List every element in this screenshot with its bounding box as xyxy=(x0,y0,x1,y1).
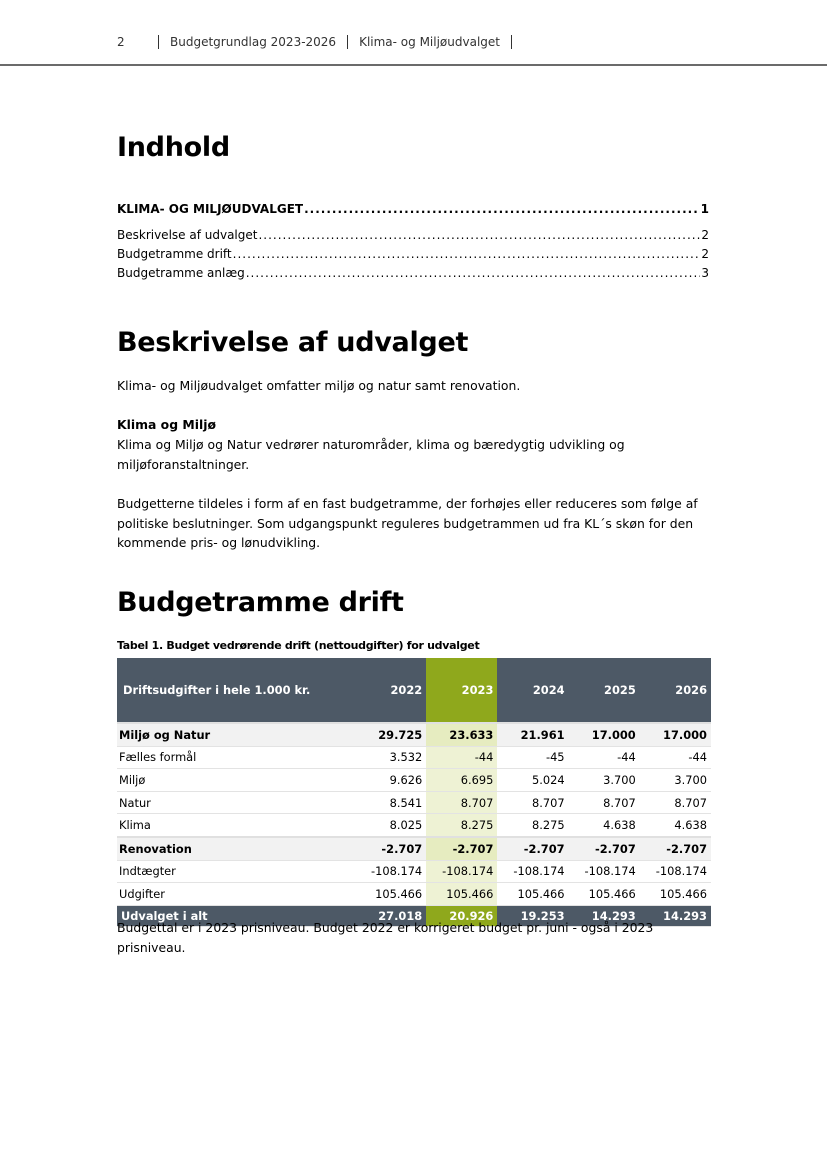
cell: 19.253 xyxy=(497,905,568,926)
table-caption: Tabel 1. Budget vedrørende drift (nettoudgifter) for udvalget xyxy=(117,639,480,652)
document-title: Budgetgrundlag 2023-2026 xyxy=(170,35,337,49)
cell: 4.638 xyxy=(569,814,640,837)
toc-entry[interactable] xyxy=(117,228,709,247)
cell: 105.466 xyxy=(426,883,497,906)
cell: 6.695 xyxy=(426,769,497,792)
section-title: Klima- og Miljøudvalget xyxy=(359,35,500,49)
cell: 8.275 xyxy=(426,814,497,837)
cell: 20.926 xyxy=(426,905,497,926)
section-heading-description: Beskrivelse af udvalget xyxy=(117,327,469,358)
row-label: Renovation xyxy=(117,837,355,860)
table-row xyxy=(117,746,711,769)
cell: -2.707 xyxy=(497,837,568,860)
cell: 9.626 xyxy=(355,769,426,792)
cell: -108.174 xyxy=(569,860,640,883)
cell: 27.018 xyxy=(355,905,426,926)
cell: 105.466 xyxy=(355,883,426,906)
cell: 105.466 xyxy=(640,883,711,906)
toc-leader-dots xyxy=(246,266,701,280)
table-row xyxy=(117,883,711,906)
cell: 4.638 xyxy=(640,814,711,837)
table-note: Budgettal er i 2023 prisniveau. Budget 2022 er korrigeret budget pr. juni - også i 2023 prisniveau. xyxy=(117,920,654,955)
cell: 3.532 xyxy=(355,746,426,769)
header-separator xyxy=(158,35,159,49)
cell: 8.275 xyxy=(497,814,568,837)
cell: -108.174 xyxy=(426,860,497,883)
cell: -108.174 xyxy=(355,860,426,883)
table-row-group xyxy=(117,723,711,746)
toc-leader-dots xyxy=(304,202,700,216)
cell: 21.961 xyxy=(497,723,568,746)
row-label: Klima xyxy=(117,814,355,837)
page-number: 2 xyxy=(117,35,125,49)
toc-leader-dots xyxy=(233,247,701,261)
table-row xyxy=(117,791,711,814)
cell: -2.707 xyxy=(569,837,640,860)
toc-entry-label: Budgetramme anlæg xyxy=(117,266,245,280)
column-header: 2024 xyxy=(497,658,568,723)
toc-entry[interactable] xyxy=(117,247,709,266)
column-header: 2026 xyxy=(640,658,711,723)
cell: 8.025 xyxy=(355,814,426,837)
header-separator xyxy=(347,35,348,49)
row-label: Miljø xyxy=(117,769,355,792)
cell: 14.293 xyxy=(640,905,711,926)
row-label: Udvalget i alt xyxy=(117,905,355,926)
toc-entry-label: Budgetramme drift xyxy=(117,247,232,261)
cell: -2.707 xyxy=(426,837,497,860)
description-intro: Klima- og Miljøudvalget omfatter miljø og natur samt renovation. xyxy=(117,378,521,393)
subheading-klima-miljo: Klima og Miljø xyxy=(117,417,216,432)
column-header-highlighted: 2023 xyxy=(426,658,497,723)
toc-entry[interactable] xyxy=(117,266,709,285)
table-row xyxy=(117,860,711,883)
toc-entry-label: KLIMA- OG MILJØUDVALGET xyxy=(117,202,304,216)
klima-miljo-text: Klima og Miljø og Natur vedrører naturområder, klima og bæredygtig udvikling og miljøforanstaltninger. xyxy=(117,437,625,472)
row-label: Udgifter xyxy=(117,883,355,906)
row-label: Miljø og Natur xyxy=(117,723,355,746)
table-row-group xyxy=(117,837,711,860)
column-header: Driftsudgifter i hele 1.000 kr. xyxy=(117,658,355,723)
table-header-row xyxy=(117,658,711,723)
cell: 17.000 xyxy=(569,723,640,746)
table-of-contents xyxy=(117,202,709,285)
cell: 8.707 xyxy=(640,791,711,814)
row-label: Fælles formål xyxy=(117,746,355,769)
budget-principle-text: Budgetterne tildeles i form af en fast budgetramme, der forhøjes eller reduceres som følge af politiske beslutninger. Som udgangspunkt reguleres budgetrammen ud fra KL´s skøn for den kommende pris- og lønudvikling. xyxy=(117,496,698,550)
toc-entry-label: Beskrivelse af udvalget xyxy=(117,228,258,242)
column-header: 2025 xyxy=(569,658,640,723)
toc-entry-page: 3 xyxy=(701,266,709,280)
row-label: Indtægter xyxy=(117,860,355,883)
table-row xyxy=(117,814,711,837)
cell: -44 xyxy=(569,746,640,769)
cell: -44 xyxy=(426,746,497,769)
cell: 8.707 xyxy=(426,791,497,814)
table-row xyxy=(117,769,711,792)
cell: 23.633 xyxy=(426,723,497,746)
cell: 14.293 xyxy=(569,905,640,926)
cell: 105.466 xyxy=(497,883,568,906)
toc-entry[interactable] xyxy=(117,202,709,228)
budget-table xyxy=(117,658,711,927)
cell: 29.725 xyxy=(355,723,426,746)
cell: 105.466 xyxy=(569,883,640,906)
row-label: Natur xyxy=(117,791,355,814)
cell: 17.000 xyxy=(640,723,711,746)
cell: 8.707 xyxy=(497,791,568,814)
toc-entry-page: 2 xyxy=(701,228,709,242)
cell: -2.707 xyxy=(640,837,711,860)
cell: -108.174 xyxy=(497,860,568,883)
cell: -45 xyxy=(497,746,568,769)
toc-leader-dots xyxy=(258,228,700,242)
section-heading-drift: Budgetramme drift xyxy=(117,587,404,618)
cell: -44 xyxy=(640,746,711,769)
header-line xyxy=(117,35,523,49)
toc-entry-page: 2 xyxy=(701,247,709,261)
page-header xyxy=(0,0,827,66)
toc-heading: Indhold xyxy=(117,132,230,163)
header-separator xyxy=(511,35,512,49)
cell: 5.024 xyxy=(497,769,568,792)
cell: -108.174 xyxy=(640,860,711,883)
toc-entry-page: 1 xyxy=(700,202,709,216)
column-header: 2022 xyxy=(355,658,426,723)
cell: -2.707 xyxy=(355,837,426,860)
cell: 3.700 xyxy=(569,769,640,792)
cell: 8.541 xyxy=(355,791,426,814)
cell: 8.707 xyxy=(569,791,640,814)
cell: 3.700 xyxy=(640,769,711,792)
